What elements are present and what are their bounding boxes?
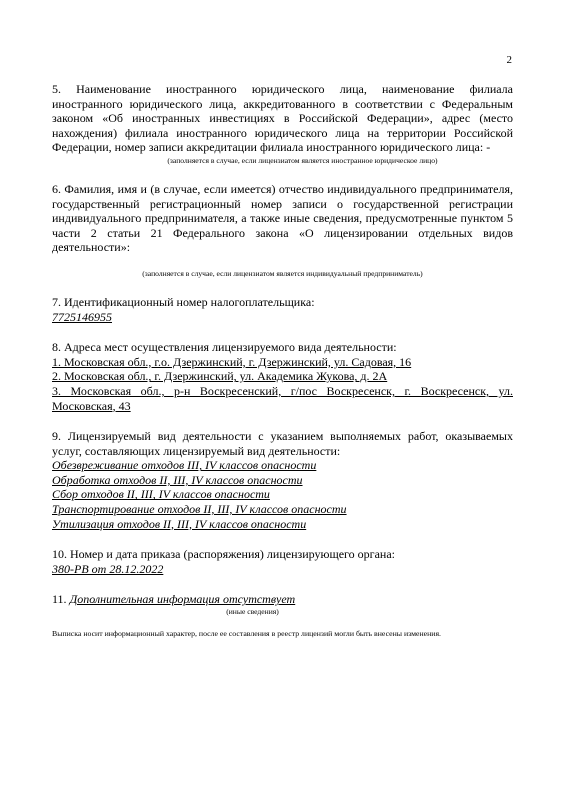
section-10-title: 10. Номер и дата приказа (распоряжения) лицензирующего органа: [52, 547, 395, 562]
section-9-title: 9. Лицензируемый вид деятельности с указанием выполняемых работ, оказываемых услуг, составляющих лицензируемый вид деятельности: [52, 429, 513, 458]
section-10 [52, 547, 513, 576]
additional-info-value: Дополнительная информация отсутствует [69, 592, 296, 607]
section-7 [52, 295, 513, 324]
activity-item: Транспортирование отходов II, III, IV классов опасности [52, 502, 347, 517]
document-body [52, 82, 513, 639]
section-11 [52, 592, 513, 617]
section-8-title: 8. Адреса мест осуществления лицензируемого вида деятельности: [52, 340, 397, 355]
inn-value: 7725146955 [52, 309, 112, 324]
activity-item: Сбор отходов II, III, IV классов опасности [52, 487, 270, 502]
address-item: 2. Московская обл., г. Дзержинский, ул. Академика Жукова, д. 2А [52, 369, 388, 384]
section-9 [52, 429, 513, 531]
section-6-text: 6. Фамилия, имя и (в случае, если имеется) отчество индивидуального предпринимателя, государственный регистрационный номер записи о государственной регистрации индивидуального предпринимателя, а также иные сведения, предусмотренные пунктом 5 части 2 статьи 21 Федерального закона «О лицензировании отдельных видов деятельности»: [52, 181, 513, 255]
section-11-number: 11. [52, 592, 67, 607]
activity-item: Обезвреживание отходов III, IV классов опасности [52, 458, 317, 473]
section-5-note: (заполняется в случае, если лицензиатом является иностранное юридическое лицо) [167, 155, 438, 165]
disclaimer: Выписка носит информационный характер, после ее составления в реестр лицензий могли быть внесены изменения. [52, 629, 441, 639]
order-value: 380-РВ от 28.12.2022 [52, 561, 164, 576]
section-11-line [52, 592, 513, 607]
section-11-note: (иные сведения) [226, 607, 279, 617]
section-5-text: 5. Наименование иностранного юридического лица, наименование филиала иностранного юридического лица, аккредитованного в соответствии с Федеральным законом «Об иностранных инвестициях в Российской Федерации», адрес (место нахождения) филиала иностранного юридического лица на территории Российской Федерации, номер записи аккредитации филиала иностранного юридического лица: - [52, 82, 513, 155]
section-6-note: (заполняется в случае, если лицензиатом является индивидуальный предприниматель) [142, 268, 423, 278]
section-7-title: 7. Идентификационный номер налогоплательщика: [52, 294, 315, 309]
address-item: 1. Московская обл., г.о. Дзержинский, г. Дзержинский, ул. Садовая, 16 [52, 354, 412, 369]
section-8 [52, 340, 513, 413]
page-number: 2 [506, 54, 512, 66]
section-6 [52, 182, 513, 279]
activity-item: Обработка отходов II, III, IV классов опасности [52, 472, 303, 487]
address-item: 3. Московская обл., р-н Воскресенский, г/пос Воскресенск, г. Воскресенск, ул. Московская, 43 [52, 383, 513, 413]
activity-item: Утилизация отходов II, III, IV классов опасности [52, 516, 307, 531]
section-5 [52, 82, 513, 166]
